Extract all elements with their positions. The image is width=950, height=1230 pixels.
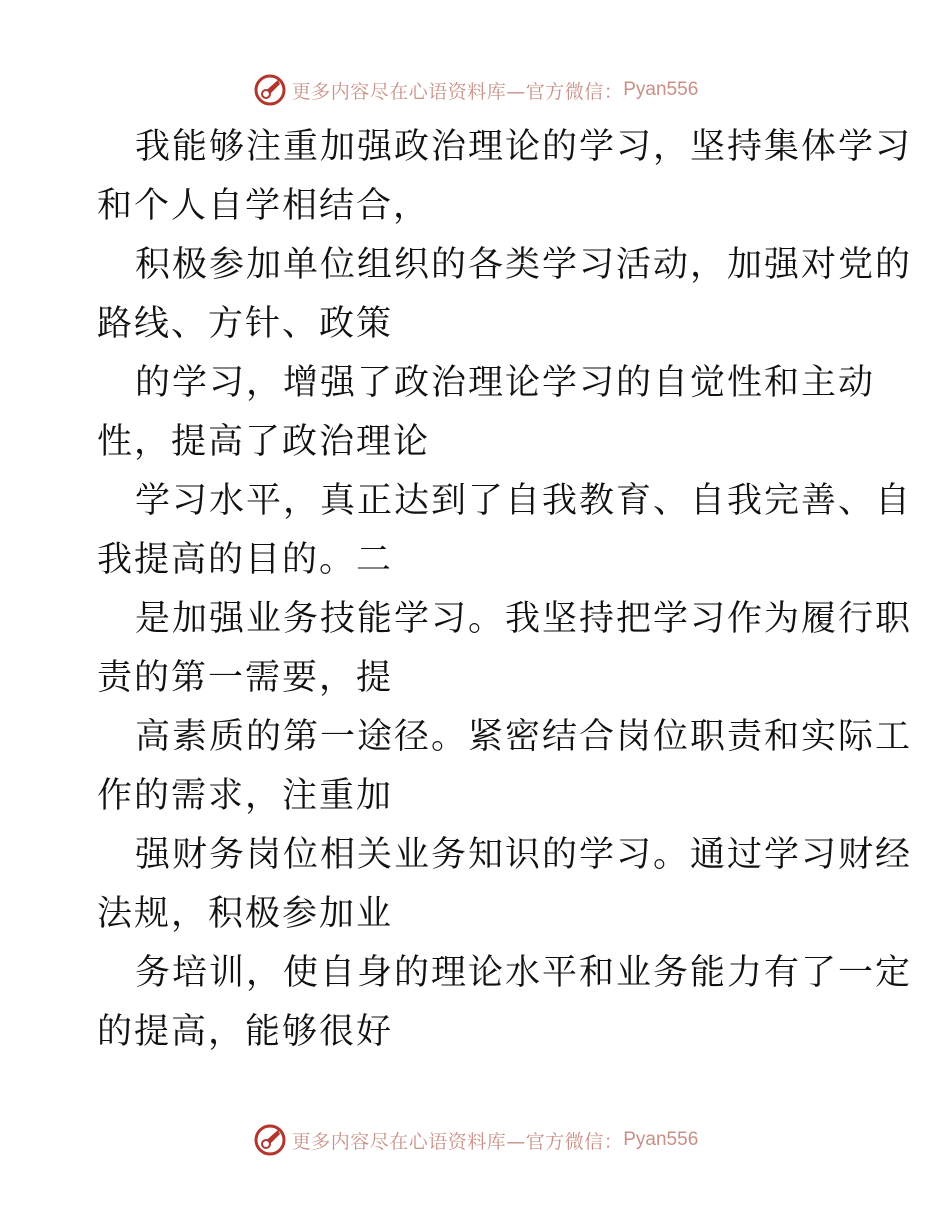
watermark-handle: Pyan556 [623,79,699,100]
text-line: 我提高的目的。二 [97,540,394,580]
text-line: 路线、方针、政策 [97,304,394,344]
text-line: 强财务岗位相关业务知识的学习。通过学习财经 [135,835,913,875]
logo-icon [252,1122,288,1158]
text-line: 学习水平，真正达到了自我教育、自我完善、自 [135,481,913,521]
text-line: 性，提高了政治理论 [97,422,431,462]
paragraph [97,236,913,354]
text-line: 和个人自学相结合， [97,186,431,226]
text-line: 积极参加单位组织的各类学习活动，加强对党的 [135,245,913,285]
paragraph [97,354,876,472]
text-line: 责的第一需要，提 [97,658,394,698]
paragraph [97,590,913,708]
logo-icon [252,72,288,108]
text-line: 是加强业务技能学习。我坚持把学习作为履行职 [135,599,913,639]
paragraph [97,826,913,944]
text-line: 高素质的第一途径。紧密结合岗位职责和实际工 [135,717,913,757]
text-line: 的学习，增强了政治理论学习的自觉性和主动 [135,363,876,403]
text-line: 法规，积极参加业 [97,894,394,934]
footer-watermark [0,1120,950,1160]
text-line: 的提高，能够很好 [97,1012,394,1052]
paragraph [97,708,913,826]
header-watermark [0,70,950,110]
watermark-text: 更多内容尽在心语资料库—官方微信： [291,1130,624,1153]
text-line: 作的需求，注重加 [97,776,394,816]
document-body [97,118,913,1062]
paragraph [97,118,913,236]
paragraph [97,944,913,1062]
text-line: 务培训，使自身的理论水平和业务能力有了一定 [135,953,913,993]
watermark-text: 更多内容尽在心语资料库—官方微信： [291,80,624,103]
paragraph [97,472,913,590]
watermark-handle: Pyan556 [623,1129,699,1150]
text-line: 我能够注重加强政治理论的学习，坚持集体学习 [135,127,913,167]
